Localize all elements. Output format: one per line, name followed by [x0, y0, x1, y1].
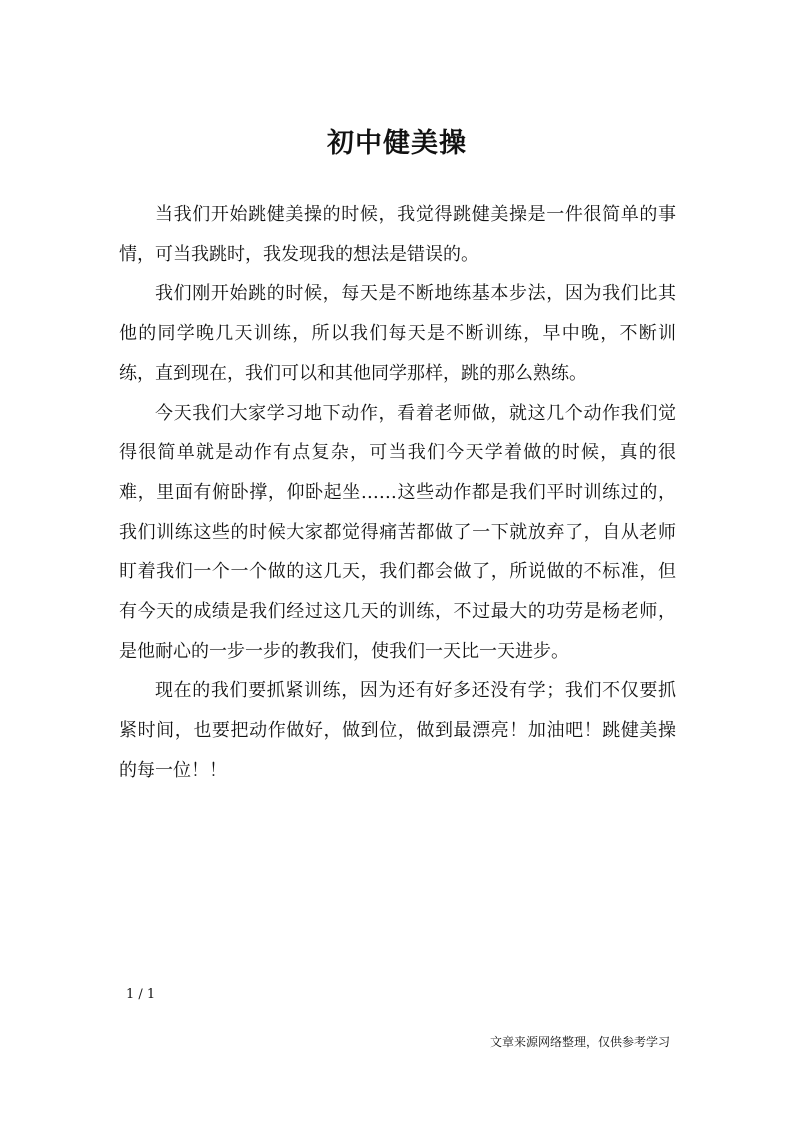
page-number: 1 / 1 [126, 987, 156, 1002]
paragraph-4: 现在的我们要抓紧训练，因为还有好多还没有学；我们不仅要抓紧时间，也要把动作做好，做到位，做到最漂亮！加油吧！跳健美操的每一位！！ [119, 680, 676, 781]
paragraph-2: 我们刚开始跳的时候，每天是不断地练基本步法，因为我们比其他的同学晚几天训练，所以我们每天是不断训练，早中晚，不断训练，直到现在，我们可以和其他同学那样，跳的那么熟练。 [119, 283, 676, 384]
document-body [119, 195, 676, 791]
paragraph-3: 今天我们大家学习地下动作，看着老师做，就这几个动作我们觉得很简单就是动作有点复杂，可当我们今天学着做的时候，真的很难，里面有俯卧撑，仰卧起坐……这些动作都是我们平时训练过的，我们训练这些的时候大家都觉得痛苦都做了一下就放弃了，自从老师盯着我们一个一个做的这几天，我们都会做了，所说做的不标准，但有今天的成绩是我们经过这几天的训练，不过最大的功劳是杨老师，是他耐心的一步一步的教我们，使我们一天比一天进步。 [119, 402, 676, 662]
footer-note: 文章来源网络整理，仅供参考学习 [489, 1035, 670, 1049]
document-title: 初中健美操 [327, 128, 467, 159]
paragraph-1: 当我们开始跳健美操的时候，我觉得跳健美操是一件很简单的事情，可当我跳时，我发现我的想法是错误的。 [119, 204, 676, 265]
